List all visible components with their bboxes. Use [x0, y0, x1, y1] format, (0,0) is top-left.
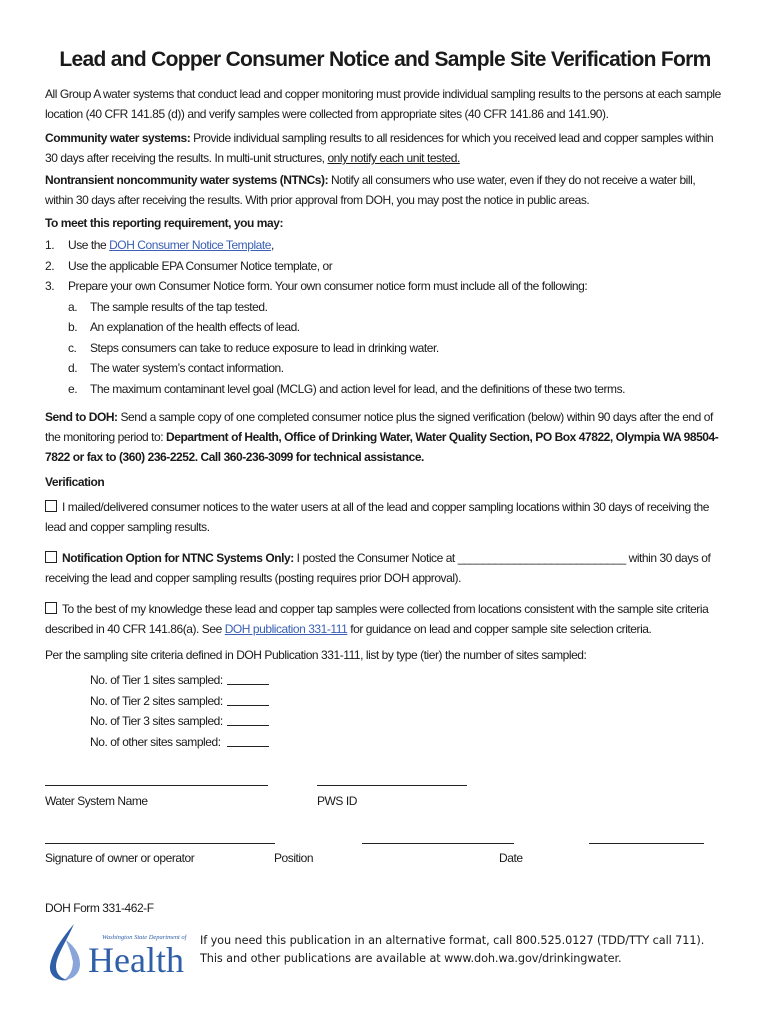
sub-list-text: Steps consumers can take to reduce exposure to lead in drinking water. [90, 340, 439, 355]
footer-line-2: This and other publications are available at www.doh.wa.gov/drinkingwater. [200, 952, 622, 965]
list-text: Prepare your own Consumer Notice form. Your own consumer notice form must include all of the following: [68, 279, 588, 293]
ntnc-heading: Nontransient noncommunity water systems (NTNCs): [45, 173, 329, 187]
tier-2-input[interactable] [227, 695, 269, 706]
community-text: Provide individual sampling results to all residences for which you received lead and copper samples within 30 days after receiving the results. In multi-unit structures, [45, 131, 714, 165]
pws-id-line[interactable] [317, 785, 467, 786]
send-text: Send a sample copy of one completed consumer notice plus the signed verification (below) within 90 days after the end of the monitoring period to: [45, 410, 713, 444]
send-heading: Send to DOH: [45, 410, 118, 424]
sub-list-text: The water system’s contact information. [90, 361, 284, 375]
check-3-text-post: for guidance on lead and copper sample site selection criteria. [347, 622, 652, 636]
signature-line[interactable] [45, 843, 275, 844]
tier-1-input[interactable] [227, 674, 269, 685]
verification-heading: Verification [45, 475, 105, 489]
check-2-text: I posted the Consumer Notice at ___________________________ within 30 days of [293, 551, 711, 565]
sub-list-letter: e. [68, 381, 78, 396]
pws-id-label: PWS ID [317, 794, 357, 808]
check-2-text-line2: receiving the lead and copper sampling results (posting requires prior DOH approval). [45, 571, 461, 585]
community-heading: Community water systems: [45, 131, 191, 145]
sub-list-text: The sample results of the tap tested. [90, 299, 268, 314]
tier-3-input[interactable] [227, 715, 269, 726]
footer-note [200, 932, 704, 968]
logo-top-text: Washington State Department of [102, 934, 187, 941]
sub-list-letter: a. [68, 299, 78, 314]
community-paragraph [45, 128, 725, 168]
position-label: Position [274, 851, 314, 865]
list-number: 1. [45, 238, 55, 252]
sub-list-item [45, 338, 725, 359]
list-item [45, 256, 725, 277]
ntnc-paragraph [45, 170, 725, 210]
checkbox-posted[interactable] [45, 551, 57, 563]
signature-label: Signature of owner or operator [45, 851, 195, 865]
date-label: Date [499, 851, 523, 865]
doh-health-logo [44, 922, 194, 984]
send-paragraph [45, 407, 725, 467]
ntnc-text: Notify all consumers who use water, even if they do not receive a water bill, within 30 days after receiving the results. With prior approval from DOH, you may post the notice in public areas. [45, 173, 696, 207]
sub-list-item [45, 358, 725, 379]
community-underline: only notify each unit tested. [327, 151, 460, 165]
option-1-post: , [271, 238, 274, 252]
water-system-name-label: Water System Name [45, 794, 148, 808]
tier-label: No. of Tier 2 sites sampled: [90, 693, 223, 708]
list-text: Use the applicable EPA Consumer Notice template, or [68, 258, 333, 273]
checkbox-mailed[interactable] [45, 500, 57, 512]
list-text [68, 235, 274, 255]
requirement-heading: To meet this reporting requirement, you may: [45, 216, 284, 230]
doh-publication-link[interactable]: DOH publication 331-111 [224, 622, 348, 636]
sub-list-letter: b. [68, 320, 78, 334]
list-item [45, 276, 725, 297]
page-title: Lead and Copper Consumer Notice and Sample Site Verification Form [59, 48, 711, 71]
verification-check-1 [45, 497, 725, 537]
sub-list-letter: d. [68, 361, 78, 375]
tier-label: No. of other sites sampled: [90, 734, 221, 749]
form-number: DOH Form 331-462-F [45, 901, 154, 915]
options-list [45, 235, 725, 399]
intro-paragraph: All Group A water systems that conduct lead and copper monitoring must provide individual sampling results to the persons at each sample location (40 CFR 141.85 (d)) and verify samples were collected from appropriate sites (40 CFR 141.86 and 141.90). [45, 87, 721, 121]
tier-label: No. of Tier 1 sites sampled: [90, 673, 223, 687]
footer-line-1: If you need this publication in an alternative format, call 800.525.0127 (TDD/TTY call 711). [200, 934, 705, 947]
other-sites-input[interactable] [227, 736, 269, 747]
list-number: 2. [45, 258, 55, 273]
sub-list-text: An explanation of the health effects of lead. [90, 320, 300, 334]
sub-list-item [45, 379, 725, 400]
check-1-text: I mailed/delivered consumer notices to the water users at all of the lead and copper sampling locations within 30 days of receiving the lead and copper sampling results. [45, 500, 709, 534]
consumer-notice-template-link[interactable]: DOH Consumer Notice Template [109, 238, 272, 252]
verification-check-2 [45, 548, 725, 588]
list-number: 3. [45, 279, 55, 293]
tier-label: No. of Tier 3 sites sampled: [90, 714, 223, 728]
list-item [45, 235, 725, 256]
sub-list-item [45, 317, 725, 338]
position-line[interactable] [362, 843, 514, 844]
per-criteria-text: Per the sampling site criteria defined in DOH Publication 331-111, list by type (tier) the number of sites sampled: [45, 648, 587, 662]
water-system-name-line[interactable] [45, 785, 268, 786]
check-3-text: To the best of my knowledge these lead and copper tap samples were collected from locations consistent with the sample site criteria [62, 602, 709, 616]
sub-list-item [45, 297, 725, 318]
check-3-text-pre: described in 40 CFR 141.86(a). See [45, 622, 225, 636]
verification-check-3 [45, 599, 725, 639]
sub-list-letter: c. [68, 340, 77, 355]
option-1-text: Use the [68, 238, 110, 252]
date-line[interactable] [589, 843, 704, 844]
send-address: Department of Health, Office of Drinking Water, Water Quality Section, PO Box 47822, Olympia WA 98504-7822 or fax to (360) 236-2252. Call 360-236-3099 for technical assistance. [45, 430, 719, 464]
checkbox-sample-sites[interactable] [45, 602, 57, 614]
logo-main-text: Health [88, 940, 184, 980]
sub-list-text: The maximum contaminant level goal (MCLG) and action level for lead, and the definitions of these two terms. [90, 381, 626, 396]
check-2-heading: Notification Option for NTNC Systems Only: [62, 551, 294, 565]
